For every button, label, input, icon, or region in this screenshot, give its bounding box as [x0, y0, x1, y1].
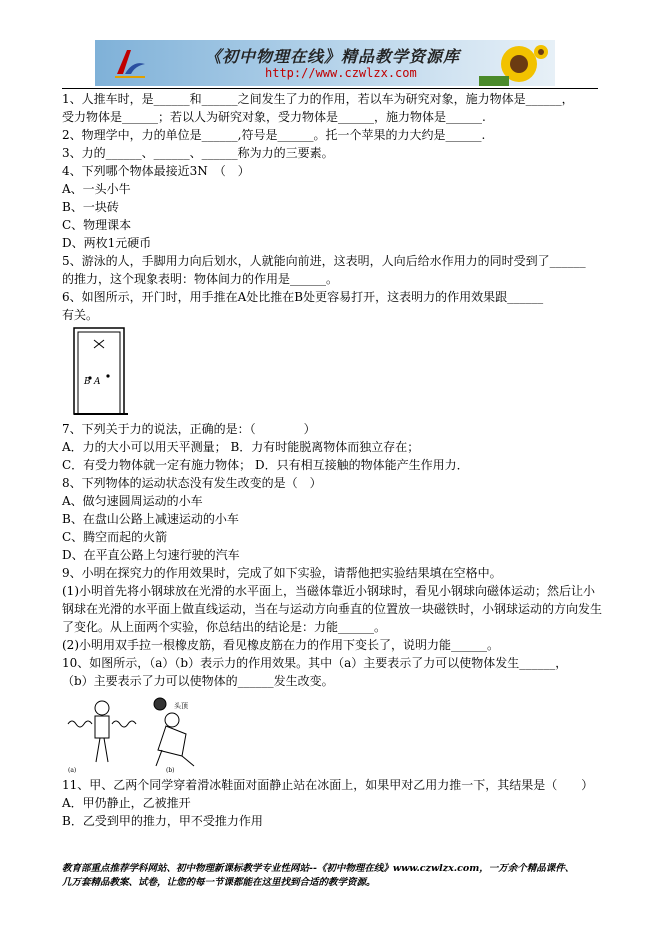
- sunflower-icon: [479, 42, 549, 86]
- line: D、两枚1元硬币: [62, 236, 152, 250]
- worksheet-body: [62, 90, 602, 830]
- line: C、腾空而起的火箭: [62, 530, 168, 544]
- figure-label-head: 头顶: [174, 702, 188, 710]
- line: 6、如图所示，开门时，用手推在A处比推在B处更容易打开，这表明力的作用效果跟______: [62, 290, 544, 304]
- line: （b）主要表示了力可以使物体的______发生改变。: [62, 674, 334, 688]
- logo-icon: [113, 46, 147, 80]
- line: A、做匀速圆周运动的小车: [62, 494, 203, 508]
- banner-title: 《初中物理在线》精品教学资源库: [205, 47, 461, 66]
- line: B．乙受到甲的推力，甲不受推力作用: [62, 814, 263, 828]
- line: 了变化。从上面两个实验，你总结出的结论是：力能______。: [62, 620, 387, 634]
- line: 钢球在光滑的水平面上做直线运动，当在与运动方向垂直的位置放一块磁铁时，小钢球运动的方向发生: [62, 602, 603, 616]
- line: 3、力的______、______、______称为力的三要素。: [62, 146, 334, 160]
- line: 11、甲、乙两个同学穿着滑冰鞋面对面静止站在冰面上，如果甲对乙用力推一下，其结果是（ ）: [62, 778, 594, 792]
- line: 有关。: [62, 308, 99, 322]
- line: B、在盘山公路上减速运动的小车: [62, 512, 239, 526]
- line: 7、下列关于力的说法，正确的是：（ ）: [62, 422, 316, 436]
- line: 9、小明在探究力的作用效果时，完成了如下实验，请帮他把实验结果填在空格中。: [62, 566, 502, 580]
- figure-label-a: (a): [68, 767, 77, 774]
- line: D、在平直公路上匀速行驶的汽车: [62, 548, 240, 562]
- line: 4、下列哪个物体最接近3N （ ）: [62, 164, 250, 178]
- line: A．甲仍静止，乙被推开: [62, 796, 191, 810]
- line: A．力的大小可以用天平测量； B．力有时能脱离物体而独立存在；: [62, 440, 420, 454]
- line: (1)小明首先将小钢球放在光滑的水平面上，当磁体靠近小钢球时，看见小钢球向磁体运动；然后让小: [62, 584, 596, 598]
- line: A、一头小牛: [62, 182, 131, 196]
- line: 2、物理学中，力的单位是______,符号是______。托一个苹果的力大约是______.: [62, 128, 486, 142]
- line: C、物理课本: [62, 218, 132, 232]
- force-effect-figure: [62, 694, 222, 774]
- line: (2)小明用双手拉一根橡皮筋，看见橡皮筋在力的作用下变长了，说明力能______。: [62, 638, 500, 652]
- header-banner: [95, 40, 555, 86]
- line: 5、游泳的人，手脚用力向后划水，人就能向前进，这表明，人向后给水作用力的同时受到了______: [62, 254, 586, 268]
- door-label-a: A: [94, 377, 101, 387]
- door-label-b: B: [84, 377, 91, 387]
- header-rule: [62, 88, 598, 89]
- page-footer: [62, 862, 602, 890]
- footer-line: 教育部重点推荐学科网站、初中物理新课标教学专业性网站--《初中物理在线》www.czwlzx.com，一万余个精品课件、: [62, 863, 575, 874]
- line: 10、如图所示，（a）（b）表示力的作用效果。其中（a）主要表示了力可以使物体发生______，: [62, 656, 568, 670]
- line: 8、下列物体的运动状态没有发生改变的是（ ）: [62, 476, 322, 490]
- line: 的推力，这个现象表明：物体间力的作用是______。: [62, 272, 339, 286]
- line: C．有受力物体就一定有施力物体； D．只有相互接触的物体能产生作用力．: [62, 458, 469, 472]
- line: B、一块砖: [62, 200, 119, 214]
- banner-url[interactable]: http://www.czwlzx.com: [265, 66, 417, 80]
- footer-line: 几万套精品教案、试卷，让您的每一节课都能在这里找到合适的教学资源。: [62, 877, 376, 888]
- figure-label-b: (b): [166, 767, 175, 774]
- line: 受力物体是______；若以人为研究对象，受力物体是______，施力物体是______.: [62, 110, 486, 124]
- door-figure: [70, 326, 130, 416]
- line: 1、人推车时，是______和______之间发生了力的作用，若以车为研究对象，施力物体是______，: [62, 92, 574, 106]
